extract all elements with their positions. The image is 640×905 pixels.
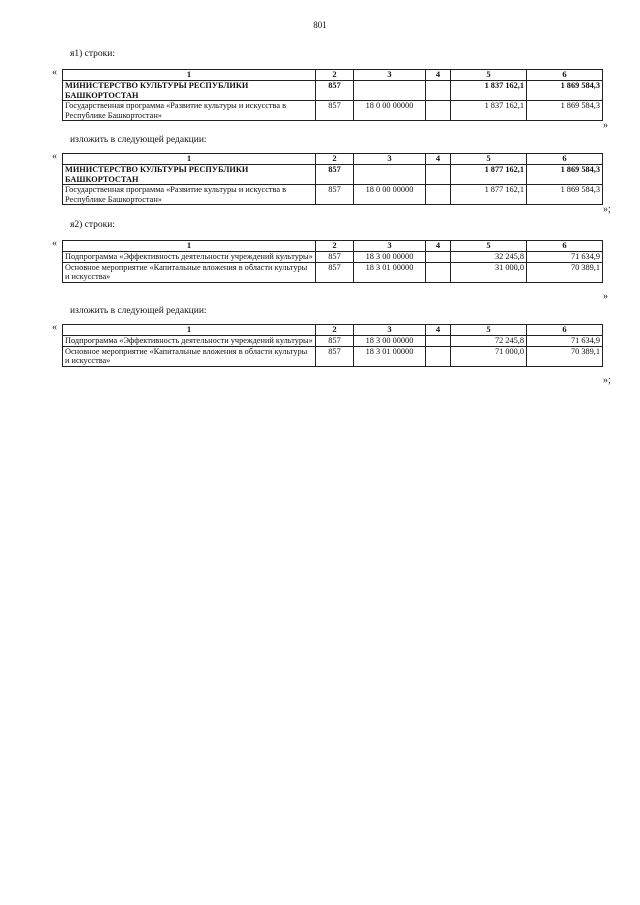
row-name: МИНИСТЕРСТВО КУЛЬТУРЫ РЕСПУБЛИКИ БАШКОРТОСТАН bbox=[63, 165, 316, 185]
row-code: 857 bbox=[316, 101, 354, 121]
quote-close: »; bbox=[603, 375, 611, 386]
row-type bbox=[426, 336, 451, 347]
quote-open: « bbox=[52, 238, 57, 249]
row-amount-1: 1 837 162,1 bbox=[451, 81, 527, 101]
column-header: 2 bbox=[316, 70, 354, 81]
row-amount-2: 70 389,1 bbox=[527, 262, 603, 282]
row-amount-2: 1 869 584,3 bbox=[527, 165, 603, 185]
row-type bbox=[426, 185, 451, 205]
row-type bbox=[426, 101, 451, 121]
row-name: МИНИСТЕРСТВО КУЛЬТУРЫ РЕСПУБЛИКИ БАШКОРТОСТАН bbox=[63, 81, 316, 101]
column-header: 6 bbox=[527, 241, 603, 252]
quote-close: » bbox=[603, 291, 608, 302]
header-row bbox=[63, 325, 603, 336]
row-name: Подпрограмма «Эффективность деятельности учреждений культуры» bbox=[63, 336, 316, 347]
column-header: 5 bbox=[451, 325, 527, 336]
row-type bbox=[426, 81, 451, 101]
page-number: 801 bbox=[313, 20, 327, 30]
column-header: 4 bbox=[426, 241, 451, 252]
section-intro: я2) строки: bbox=[70, 220, 115, 230]
table-row bbox=[63, 262, 603, 282]
header-row bbox=[63, 154, 603, 165]
header-row bbox=[63, 70, 603, 81]
column-header: 5 bbox=[451, 70, 527, 81]
column-header: 3 bbox=[354, 325, 426, 336]
row-type bbox=[426, 252, 451, 263]
section-intro: я1) строки: bbox=[70, 49, 115, 59]
row-target: 18 3 01 00000 bbox=[354, 346, 426, 366]
row-target: 18 3 00 00000 bbox=[354, 336, 426, 347]
quote-close: » bbox=[603, 120, 608, 131]
section-intro: изложить в следующей редакции: bbox=[70, 135, 207, 145]
column-header: 1 bbox=[63, 70, 316, 81]
column-header: 6 bbox=[527, 70, 603, 81]
table-row bbox=[63, 101, 603, 121]
column-header: 5 bbox=[451, 241, 527, 252]
row-type bbox=[426, 262, 451, 282]
budget-table bbox=[62, 69, 603, 121]
row-amount-2: 1 869 584,3 bbox=[527, 81, 603, 101]
row-amount-2: 71 634,9 bbox=[527, 336, 603, 347]
budget-table bbox=[62, 324, 603, 367]
table-row bbox=[63, 252, 603, 263]
row-amount-1: 1 837 162,1 bbox=[451, 101, 527, 121]
column-header: 1 bbox=[63, 241, 316, 252]
row-amount-2: 1 869 584,3 bbox=[527, 185, 603, 205]
column-header: 6 bbox=[527, 325, 603, 336]
row-target bbox=[354, 81, 426, 101]
row-name: Государственная программа «Развитие культуры и искусства в Республике Башкортостан» bbox=[63, 185, 316, 205]
row-target bbox=[354, 165, 426, 185]
budget-table bbox=[62, 153, 603, 205]
row-name: Государственная программа «Развитие культуры и искусства в Республике Башкортостан» bbox=[63, 101, 316, 121]
column-header: 2 bbox=[316, 241, 354, 252]
row-name: Подпрограмма «Эффективность деятельности учреждений культуры» bbox=[63, 252, 316, 263]
row-amount-1: 72 245,8 bbox=[451, 336, 527, 347]
column-header: 2 bbox=[316, 154, 354, 165]
column-header: 3 bbox=[354, 154, 426, 165]
row-target: 18 0 00 00000 bbox=[354, 101, 426, 121]
row-amount-1: 1 877 162,1 bbox=[451, 165, 527, 185]
column-header: 5 bbox=[451, 154, 527, 165]
row-code: 857 bbox=[316, 346, 354, 366]
row-code: 857 bbox=[316, 165, 354, 185]
row-amount-1: 1 877 162,1 bbox=[451, 185, 527, 205]
row-amount-2: 1 869 584,3 bbox=[527, 101, 603, 121]
table-row bbox=[63, 346, 603, 366]
row-type bbox=[426, 346, 451, 366]
row-amount-1: 31 000,0 bbox=[451, 262, 527, 282]
column-header: 6 bbox=[527, 154, 603, 165]
quote-close: »; bbox=[603, 204, 611, 215]
row-name: Основное мероприятие «Капитальные вложения в области культуры и искусства» bbox=[63, 346, 316, 366]
row-target: 18 3 00 00000 bbox=[354, 252, 426, 263]
row-amount-2: 71 634,9 bbox=[527, 252, 603, 263]
column-header: 4 bbox=[426, 154, 451, 165]
column-header: 1 bbox=[63, 325, 316, 336]
column-header: 3 bbox=[354, 241, 426, 252]
column-header: 2 bbox=[316, 325, 354, 336]
header-row bbox=[63, 241, 603, 252]
row-code: 857 bbox=[316, 185, 354, 205]
column-header: 4 bbox=[426, 325, 451, 336]
row-code: 857 bbox=[316, 81, 354, 101]
table-row bbox=[63, 81, 603, 101]
budget-table bbox=[62, 240, 603, 283]
quote-open: « bbox=[52, 322, 57, 333]
row-target: 18 3 01 00000 bbox=[354, 262, 426, 282]
row-amount-1: 71 000,0 bbox=[451, 346, 527, 366]
table-row bbox=[63, 165, 603, 185]
row-amount-1: 32 245,8 bbox=[451, 252, 527, 263]
table-row bbox=[63, 336, 603, 347]
column-header: 4 bbox=[426, 70, 451, 81]
column-header: 3 bbox=[354, 70, 426, 81]
quote-open: « bbox=[52, 151, 57, 162]
row-code: 857 bbox=[316, 262, 354, 282]
row-code: 857 bbox=[316, 252, 354, 263]
table-row bbox=[63, 185, 603, 205]
column-header: 1 bbox=[63, 154, 316, 165]
row-type bbox=[426, 165, 451, 185]
row-target: 18 0 00 00000 bbox=[354, 185, 426, 205]
section-intro: изложить в следующей редакции: bbox=[70, 306, 207, 316]
row-amount-2: 70 389,1 bbox=[527, 346, 603, 366]
quote-open: « bbox=[52, 67, 57, 78]
row-code: 857 bbox=[316, 336, 354, 347]
row-name: Основное мероприятие «Капитальные вложения в области культуры и искусства» bbox=[63, 262, 316, 282]
